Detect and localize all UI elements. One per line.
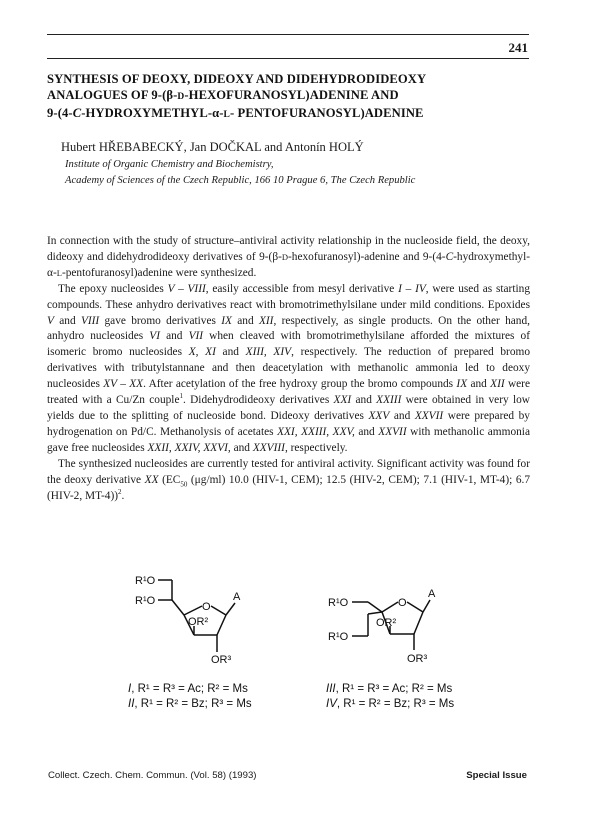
title-line-3: 9-(4-C-HYDROXYMETHYL-α-L- PENTOFURANOSYL)ADENINE xyxy=(47,106,424,120)
header-rule-bottom xyxy=(47,58,529,59)
structure-right-drawing xyxy=(310,584,460,674)
header-rule-top xyxy=(47,34,529,35)
structure-left xyxy=(120,570,260,675)
caption-left xyxy=(128,682,252,712)
affiliation-line-1: Institute of Organic Chemistry and Biochemistry, xyxy=(65,159,274,170)
caption-compound-IV: IV, R¹ = R² = Bz; R³ = Ms xyxy=(326,698,455,710)
paragraph-2: The epoxy nucleosides V – VIII, easily accessible from mesyl derivative I – IV, were used as starting compounds. These anhydro derivatives react with bromotrimethylsilane under mild conditions. Epoxides V and VIII gave bromo derivatives IX and XII, respectively, as single products. On the other hand, anhydro nucleosides VI and VII when cleaved with bromotrimethylsilane afforded the mixtures of isomeric bromo nucleosides X, XI and XIII, XIV, respectively. The reduction of prepared bromo derivatives with tributylstannane and then deacetylation with methanolic ammonia led to deoxy nucleosides XV – XX. After acetylation of the free hydroxy group the bromo compounds IX and XII were treated with a Cu/Zn couple$^1$. Didehydrodideoxy derivatives XXI and XXIII were obtained in very low yields due to the splitting of nucleoside bond. Dideoxy derivatives XXV and XXVII were prepared by hydrogenation on Pd/C. Methanolysis of acetates XXI, XXIII, XXV, and XXVII with methanolic ammonia gave free nucleosides XXII, XXIV, XXVI, and XXVIII, respectively. xyxy=(47,282,530,454)
right-or2: OR² xyxy=(376,617,397,629)
affiliation-line-2: Academy of Sciences of the Czech Republic, 166 10 Prague 6, The Czech Republic xyxy=(65,175,416,186)
right-r1o-bottom: R¹O xyxy=(328,631,349,643)
paragraph-1: In connection with the study of structure–antiviral activity relationship in the nucleoside field, the deoxy, dideoxy and didehydrodideoxy derivatives of 9-(β-D-hexofuranosyl)-adenine and 9-(4-C-hydroxymethyl-α-L-pentofuranosyl)adenine were synthesized. xyxy=(47,235,531,279)
structure-left-drawing xyxy=(120,570,260,675)
left-ring-oxygen: O xyxy=(202,601,211,613)
left-or3: OR³ xyxy=(211,654,232,666)
caption-compound-III: III, R¹ = R³ = Ac; R² = Ms xyxy=(326,683,453,695)
structure-right xyxy=(310,584,460,674)
author-list: Hubert HŘEBABECKÝ, Jan DOČKAL and Antonín HOLÝ xyxy=(61,140,364,154)
caption-right xyxy=(326,682,454,712)
title-line-2: ANALOGUES OF 9-(β-D-HEXOFURANOSYL)ADENINE AND xyxy=(47,88,399,102)
right-or3: OR³ xyxy=(407,653,428,665)
paragraph-3: The synthesized nucleosides are currently tested for antiviral activity. Significant activity was found for the deoxy derivative XX ($EC_{50}$ (μg/ml) 10.0 (HIV-1, CEM); 12.5 (HIV-2, CEM); 7.1 (HIV-1, MT-4); 6.7 (HIV-2, MT-4))$^2$. xyxy=(47,457,530,502)
left-r1o-top: R¹O xyxy=(135,575,156,587)
right-adenine-label: A xyxy=(428,588,436,600)
right-r1o-top: R¹O xyxy=(328,597,349,609)
caption-compound-I: I, R¹ = R³ = Ac; R² = Ms xyxy=(128,683,248,695)
left-or2: OR² xyxy=(188,616,209,628)
right-ring-oxygen: O xyxy=(398,597,407,609)
journal-citation: Collect. Czech. Chem. Commun. (Vol. 58) (1993) xyxy=(48,770,257,781)
paper-title xyxy=(47,71,537,123)
abstract-body xyxy=(47,234,530,504)
title-line-1: SYNTHESIS OF DEOXY, DIDEOXY AND DIDEHYDRODIDEOXY xyxy=(47,72,427,86)
caption-compound-II: II, R¹ = R² = Bz; R³ = Ms xyxy=(128,698,252,710)
page-number: 241 xyxy=(508,40,528,55)
special-issue-label: Special Issue xyxy=(466,770,527,781)
left-adenine-label: A xyxy=(233,591,241,603)
left-r1o-mid: R¹O xyxy=(135,595,156,607)
